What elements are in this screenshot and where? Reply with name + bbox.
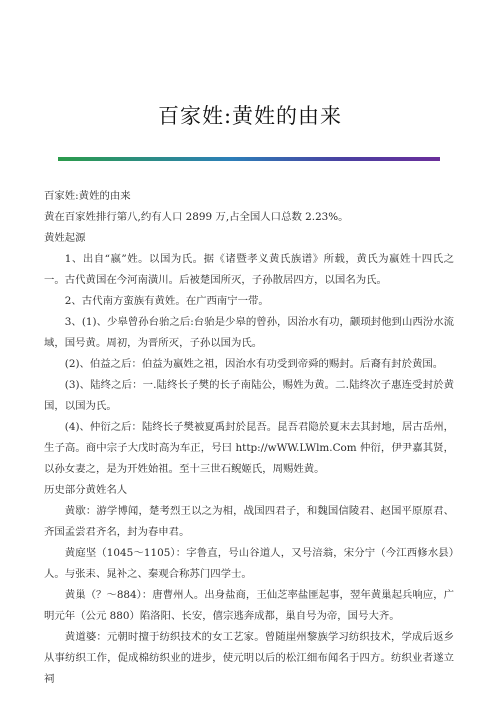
paragraph: 百家姓:黄姓的由来	[44, 190, 131, 202]
section-heading: 黄姓起源	[44, 232, 86, 244]
paragraph: 黄庭坚（1045～1105）：字鲁直，号山谷道人，又号涪翁，宋分宁（今江西修水县）人。与张耒、晁补之、秦观合称苏门四学士。	[44, 547, 454, 580]
paragraph: (2)、伯益之后：伯益为嬴姓之祖，因治水有功受到帝舜的赐封。后裔有封於黄国。	[64, 358, 444, 370]
paragraph: 黄在百家姓排行第八,约有人口 2899 万,占全国人口总数 2.23%。	[44, 211, 349, 223]
title-divider	[58, 157, 440, 161]
section-heading: 历史部分黄姓名人	[44, 484, 128, 496]
paragraph: (3)、陆终之后：一.陆终长子樊的长子南陆公，赐姓为黄。二.陆终次子惠连受封於黄国，以国为氏。	[44, 379, 454, 412]
paragraph: 1、出自“嬴”姓。以国为氏。据《诸暨孝义黄氏族谱》所载，黄氏为嬴姓十四氏之一。古代黄国在今河南潢川。后被楚国所灭，子孙散居四方，以国名为氏。	[44, 253, 454, 286]
paragraph: 2、古代南方蛮族有黄姓。在广西南宁一带。	[64, 295, 269, 307]
paragraph: 黄道婆：元朝时擅于纺织技术的女工艺家。曾随崖州黎族学习纺织技术，学成后返乡从事纺织工作，促成棉纺织业的进步，使元明以后的松江细布闻名于四方。纺织业者遂立祠	[44, 631, 454, 685]
paragraph: 黄巢（？～884）：唐曹州人。出身盐商，王仙芝率盐匪起事，翌年黄巢起兵响应，广明元年（公元 880）陷洛阳、长安，僖宗逃奔成都，巢自号为帝，国号大齐。	[44, 589, 454, 622]
article-body	[44, 186, 454, 690]
paragraph: 3、(1)、少皋曾孙台骀之后:台骀是少皋的曾孙，因治水有功，颛顼封他到山西汾水流域，国号黄。周初，为晋所灭，子孙以国为氏。	[44, 316, 454, 349]
page-title: 百家姓:黄姓的由来	[157, 104, 343, 128]
paragraph: (4)、仲衍之后：陆终长子樊被夏禹封於昆吾。昆吾君隐於夏末去其封地，居古岳州，生子高。商中宗子大戊时高为车正，号曰 http://wWW.LWlm.Com 仲衍，伊尹嘉其贤，以孙女妻之，是为开姓始祖。至十三世石鲵姬氏，周赐姓黄。	[44, 421, 454, 475]
paragraph: 黄歇：游学博闻，楚考烈王以之为相，战国四君子，和魏国信陵君、赵国平原原君、齐国孟尝君齐名，封为春申君。	[44, 505, 454, 538]
